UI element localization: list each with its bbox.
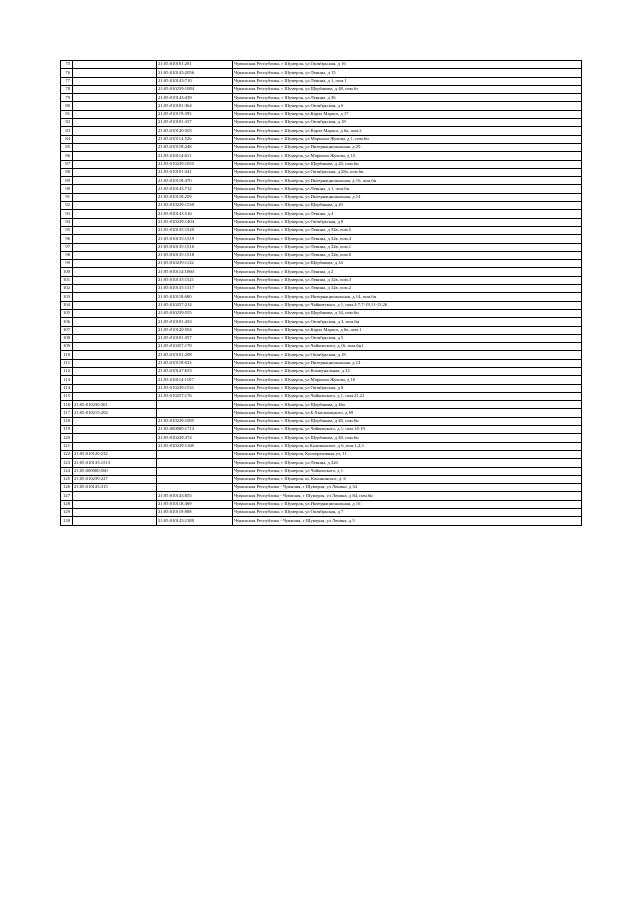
row-number-cell: 106 xyxy=(61,318,73,326)
row-number-cell: 114 xyxy=(61,384,73,392)
old-cadastral-number-cell xyxy=(73,343,157,351)
address-cell: Чувашская Республика, г Шумерля, ул Интернациональная, д 16, пом.6н xyxy=(233,177,582,185)
table-row xyxy=(61,285,582,293)
address-cell: Чувашская Республика, г Шумерля, ул Щербакова, д 20 xyxy=(233,202,582,210)
address-cell: Чувашская Республика, г Шумерля, ул Маршала Жукова, д 16 xyxy=(233,376,582,384)
address-cell: Чувашская Республика, г Шумерля, ул Щербакова, д 48, пом.6н xyxy=(233,434,582,442)
table-row xyxy=(61,442,582,450)
row-number-cell: 78 xyxy=(61,85,73,93)
row-number-cell: 84 xyxy=(61,135,73,143)
table-row xyxy=(61,251,582,259)
cadastral-number-cell: 21:05:010257:176 xyxy=(157,392,233,400)
table-row xyxy=(61,343,582,351)
cadastral-number-cell: 21:05:010135:1518 xyxy=(157,251,233,259)
row-number-cell: 90 xyxy=(61,185,73,193)
address-cell: Чувашская Республика, г Шумерля, ул Октябрьская, д 6 xyxy=(233,102,582,110)
old-cadastral-number-cell xyxy=(73,168,157,176)
table-row xyxy=(61,102,582,110)
cadastral-number-cell: 21:05:010101:341 xyxy=(157,168,233,176)
address-cell: Чувашская Республика, г Шумерля, ул Карла Маркса, д 6а, пом.2 xyxy=(233,127,582,135)
address-cell: Чувашская Республика, г Шумерля, ул Октябрьская, д 8 xyxy=(233,384,582,392)
table-row xyxy=(61,409,582,417)
row-number-cell: 107 xyxy=(61,326,73,334)
cadastral-number-cell: 21:05:010239:1168 xyxy=(157,442,233,450)
old-cadastral-number-cell xyxy=(73,226,157,234)
old-cadastral-number-cell: 21:05:010143:315 xyxy=(73,484,157,492)
table-row xyxy=(61,218,582,226)
row-number-cell: 97 xyxy=(61,243,73,251)
cadastral-number-cell: 21:05:010239:1531 xyxy=(157,384,233,392)
table-row xyxy=(61,351,582,359)
address-cell: Чувашская Республика, г Шумерля, ул Ленина, д 32в, пом.1 xyxy=(233,243,582,251)
table-row xyxy=(61,260,582,268)
cadastral-number-cell: 21:05:010119:808 xyxy=(157,509,233,517)
address-cell: Чувашская Республика, г Шумерля, ул Щербакова, д 46а xyxy=(233,401,582,409)
address-cell: Чувашская Республика, г Шумерля, ул Интернациональная, д 14 xyxy=(233,359,582,367)
row-number-cell: 123 xyxy=(61,459,73,467)
row-number-cell: 125 xyxy=(61,475,73,483)
address-cell: Чувашская Республика, г Шумерля, ул Октябрьская, д 8 xyxy=(233,218,582,226)
row-number-cell: 91 xyxy=(61,193,73,201)
old-cadastral-number-cell xyxy=(73,334,157,342)
old-cadastral-number-cell xyxy=(73,85,157,93)
table-row xyxy=(61,152,582,160)
cadastral-number-cell xyxy=(157,409,233,417)
property-table xyxy=(60,60,582,526)
address-cell: Чувашская Республика, г Шумерля, ул Ленина, д 15 xyxy=(233,69,582,77)
old-cadastral-number-cell xyxy=(73,285,157,293)
table-row xyxy=(61,127,582,135)
old-cadastral-number-cell xyxy=(73,202,157,210)
cadastral-number-cell: 21:05:010257:214 xyxy=(157,301,233,309)
row-number-cell: 87 xyxy=(61,160,73,168)
old-cadastral-number-cell xyxy=(73,260,157,268)
address-cell: Чувашская Республика - Чувашия, г Шумерля, ул Ленина, д 84, пом.6н xyxy=(233,492,582,500)
old-cadastral-number-cell xyxy=(73,94,157,102)
row-number-cell: 127 xyxy=(61,492,73,500)
table-row xyxy=(61,235,582,243)
cadastral-number-cell: 21:05:010143:1380 xyxy=(157,517,233,525)
table-row xyxy=(61,417,582,425)
cadastral-number-cell: 21:05:010143:2056 xyxy=(157,69,233,77)
table-row xyxy=(61,459,582,467)
cadastral-number-cell: 21:05:010135:1521 xyxy=(157,276,233,284)
cadastral-number-cell: 21:05:010118:469 xyxy=(157,500,233,508)
address-cell: Чувашская Республика, г Шумерля, ул Интернациональная, д 16 xyxy=(233,500,582,508)
cadastral-number-cell xyxy=(157,401,233,409)
cadastral-number-cell: 21:05:010114:1060 xyxy=(157,268,233,276)
row-number-cell: 111 xyxy=(61,359,73,367)
cadastral-number-cell: 21:05:010120:504 xyxy=(157,326,233,334)
cadastral-number-cell: 21:05:010135:1519 xyxy=(157,235,233,243)
table-row xyxy=(61,392,582,400)
table-row xyxy=(61,475,582,483)
table-row xyxy=(61,135,582,143)
row-number-cell: 81 xyxy=(61,110,73,118)
table-row xyxy=(61,94,582,102)
table-row xyxy=(61,77,582,85)
cadastral-number-cell: 21:05:010147:653 xyxy=(157,367,233,375)
old-cadastral-number-cell xyxy=(73,417,157,425)
table-row xyxy=(61,517,582,525)
row-number-cell: 124 xyxy=(61,467,73,475)
row-number-cell: 130 xyxy=(61,517,73,525)
table-row xyxy=(61,268,582,276)
table-row xyxy=(61,69,582,77)
table-row xyxy=(61,301,582,309)
address-cell: Чувашская Республика, г Шумерля, Кооперативная ул, 11 xyxy=(233,450,582,458)
table-row xyxy=(61,318,582,326)
address-cell: Чувашская Республика, г Шумерля, ул Маршала Жукова, д 15 xyxy=(233,152,582,160)
old-cadastral-number-cell xyxy=(73,509,157,517)
table-row xyxy=(61,359,582,367)
cadastral-number-cell: 21:05:010239:1530 xyxy=(157,202,233,210)
address-cell: Чувашская Республика, г Шумерля, ул Карла Маркса, д 17 xyxy=(233,110,582,118)
old-cadastral-number-cell xyxy=(73,135,157,143)
cadastral-number-cell: 21:05:010143:855 xyxy=(157,492,233,500)
cadastral-number-cell: 21:05:010135:1516 xyxy=(157,243,233,251)
address-cell: Чувашская Республика, г Шумерля, ул Ленина, д 32в, пом.2 xyxy=(233,285,582,293)
row-number-cell: 121 xyxy=(61,442,73,450)
old-cadastral-number-cell xyxy=(73,384,157,392)
address-cell: Чувашская Республика, г Шумерля, ул Чайковского, д 1, пом.2-7,7-19,11-13,26 xyxy=(233,301,582,309)
row-number-cell: 104 xyxy=(61,301,73,309)
cadastral-number-cell xyxy=(157,459,233,467)
table-row xyxy=(61,160,582,168)
table-row xyxy=(61,293,582,301)
table-row xyxy=(61,202,582,210)
row-number-cell: 108 xyxy=(61,334,73,342)
row-number-cell: 77 xyxy=(61,77,73,85)
row-number-cell: 75 xyxy=(61,61,73,69)
table-row xyxy=(61,276,582,284)
row-number-cell: 118 xyxy=(61,417,73,425)
table-row xyxy=(61,110,582,118)
address-cell: Чувашская Республика, г Шумерля, ул Ленина, д 32в, пом.5 xyxy=(233,226,582,234)
cadastral-number-cell xyxy=(157,475,233,483)
old-cadastral-number-cell xyxy=(73,426,157,434)
old-cadastral-number-cell xyxy=(73,309,157,317)
row-number-cell: 103 xyxy=(61,293,73,301)
old-cadastral-number-cell xyxy=(73,235,157,243)
table-row xyxy=(61,185,582,193)
old-cadastral-number-cell xyxy=(73,160,157,168)
old-cadastral-number-cell xyxy=(73,293,157,301)
old-cadastral-number-cell xyxy=(73,367,157,375)
table-body xyxy=(61,61,582,526)
cadastral-number-cell: 21:05:010114:1107 xyxy=(157,376,233,384)
old-cadastral-number-cell xyxy=(73,517,157,525)
table-row xyxy=(61,210,582,218)
row-number-cell: 101 xyxy=(61,276,73,284)
cadastral-number-cell: 21:05:010118:248 xyxy=(157,143,233,151)
table-row xyxy=(61,509,582,517)
row-number-cell: 98 xyxy=(61,251,73,259)
row-number-cell: 113 xyxy=(61,376,73,384)
old-cadastral-number-cell xyxy=(73,276,157,284)
row-number-cell: 122 xyxy=(61,450,73,458)
row-number-cell: 95 xyxy=(61,226,73,234)
cadastral-number-cell: 21:05:000000:1714 xyxy=(157,426,233,434)
row-number-cell: 94 xyxy=(61,218,73,226)
address-cell: Чувашская Республика, г Шумерля, ул Щербакова, д 48, пом.6т xyxy=(233,85,582,93)
address-cell: Чувашская Республика, г Шумерля, ул Ленина, д 36 xyxy=(233,94,582,102)
table-row xyxy=(61,467,582,475)
address-cell: Чувашская Республика, г Шумерля, ул Ленина, д 1, пом.6н xyxy=(233,185,582,193)
cadastral-number-cell: 21:05:010239:555 xyxy=(157,309,233,317)
table-row xyxy=(61,401,582,409)
old-cadastral-number-cell xyxy=(73,351,157,359)
row-number-cell: 102 xyxy=(61,285,73,293)
address-cell: Чувашская Республика, г Шумерля, ул Ленина, д 32в, пом.3 xyxy=(233,276,582,284)
cadastral-number-cell: 21:05:010118:633 xyxy=(157,359,233,367)
address-cell: Чувашская Республика, г Шумерля, ш. Калининское, д. 6 xyxy=(233,475,582,483)
address-cell: Чувашская Республика, г Шумерля, ул Чайковского, д 1 xyxy=(233,467,582,475)
address-cell: Чувашская Республика - Чувашия, г Шумерля, ул Ленина, д 5 xyxy=(233,517,582,525)
table-row xyxy=(61,426,582,434)
table-row xyxy=(61,168,582,176)
table-row xyxy=(61,384,582,392)
table-row xyxy=(61,334,582,342)
address-cell: Чувашская Республика, г Шумерля, ул Интернациональная, д 14 xyxy=(233,193,582,201)
address-cell: Чувашская Республика, г Шумерля, ул Ленина, д 32в, пом.6 xyxy=(233,251,582,259)
address-cell: Чувашская Республика, г Шумерля, ул Октябрьская, д 5 xyxy=(233,334,582,342)
address-cell: Чувашская Республика, г Шумерля, ул Маршала Жукова, д 1, пом.6н xyxy=(233,135,582,143)
cadastral-number-cell: 21:05:010239:1084 xyxy=(157,85,233,93)
old-cadastral-number-cell xyxy=(73,326,157,334)
row-number-cell: 128 xyxy=(61,500,73,508)
table-row xyxy=(61,226,582,234)
row-number-cell: 89 xyxy=(61,177,73,185)
row-number-cell: 129 xyxy=(61,509,73,517)
cadastral-number-cell: 21:05:010143:439 xyxy=(157,94,233,102)
address-cell: Чувашская Республика, г Шумерля, ул Карла Маркса, д 6а, пом.1 xyxy=(233,326,582,334)
old-cadastral-number-cell xyxy=(73,152,157,160)
old-cadastral-number-cell xyxy=(73,318,157,326)
table-row xyxy=(61,119,582,127)
address-cell: Чувашская Республика, г Шумерля, ул Октябрьская, д 28а, пом.6н xyxy=(233,168,582,176)
table-row xyxy=(61,143,582,151)
old-cadastral-number-cell xyxy=(73,434,157,442)
address-cell: Чувашская Республика, г Шумерля, ул Щербакова, д 20, пом.6н xyxy=(233,160,582,168)
old-cadastral-number-cell: 21:05:010230:301 xyxy=(73,401,157,409)
row-number-cell: 85 xyxy=(61,143,73,151)
row-number-cell: 126 xyxy=(61,484,73,492)
old-cadastral-number-cell: 21:05:010120:232 xyxy=(73,450,157,458)
old-cadastral-number-cell xyxy=(73,185,157,193)
old-cadastral-number-cell xyxy=(73,442,157,450)
old-cadastral-number-cell xyxy=(73,102,157,110)
table-row xyxy=(61,85,582,93)
old-cadastral-number-cell xyxy=(73,69,157,77)
old-cadastral-number-cell xyxy=(73,251,157,259)
cadastral-number-cell: 21:05:010101:281 xyxy=(157,61,233,69)
old-cadastral-number-cell: 21:05:010135:1513 xyxy=(73,459,157,467)
row-number-cell: 112 xyxy=(61,367,73,375)
table-row xyxy=(61,367,582,375)
old-cadastral-number-cell xyxy=(73,110,157,118)
address-cell: Чувашская Республика, г Шумерля, ул Октябрьская, д 7 xyxy=(233,509,582,517)
address-cell: Чувашская Республика, г Шумерля, ул Октябрьская, д 16 xyxy=(233,61,582,69)
row-number-cell: 76 xyxy=(61,69,73,77)
cadastral-number-cell: 21:05:010239:1404 xyxy=(157,218,233,226)
old-cadastral-number-cell xyxy=(73,376,157,384)
table-row xyxy=(61,376,582,384)
row-number-cell: 82 xyxy=(61,119,73,127)
row-number-cell: 83 xyxy=(61,127,73,135)
table-row xyxy=(61,193,582,201)
row-number-cell: 88 xyxy=(61,168,73,176)
cadastral-number-cell: 21:05:010119:395 xyxy=(157,110,233,118)
row-number-cell: 110 xyxy=(61,351,73,359)
address-cell: Чувашская Республика, г Шумерля, ул Ленина, д 32в, пом.4 xyxy=(233,235,582,243)
row-number-cell: 96 xyxy=(61,235,73,243)
address-cell: Чувашская Республика, г Шумерля, ул Б.Хмельницкого, д 69 xyxy=(233,409,582,417)
old-cadastral-number-cell xyxy=(73,193,157,201)
address-cell: Чувашская Республика, г Шумерля, ул Ленина, д 4 xyxy=(233,210,582,218)
cadastral-number-cell: 21:05:010101:364 xyxy=(157,102,233,110)
address-cell: Чувашская Республика, г Шумерля, ул Интернациональная, д 29 xyxy=(233,143,582,151)
cadastral-number-cell: 21:05:010118:470 xyxy=(157,177,233,185)
row-number-cell: 93 xyxy=(61,210,73,218)
row-number-cell: 100 xyxy=(61,268,73,276)
address-cell: Чувашская Республика, г Шумерля, ул Октябрьская, д 18 xyxy=(233,119,582,127)
cadastral-number-cell: 21:05:010135:1520 xyxy=(157,226,233,234)
old-cadastral-number-cell xyxy=(73,301,157,309)
cadastral-number-cell: 21:05:010239:1085 xyxy=(157,417,233,425)
old-cadastral-number-cell xyxy=(73,127,157,135)
row-number-cell: 115 xyxy=(61,392,73,400)
old-cadastral-number-cell xyxy=(73,119,157,127)
old-cadastral-number-cell xyxy=(73,359,157,367)
cadastral-number-cell: 21:05:010118:259 xyxy=(157,193,233,201)
cadastral-number-cell xyxy=(157,484,233,492)
cadastral-number-cell: 21:05:010239:1122 xyxy=(157,260,233,268)
cadastral-number-cell: 21:05:010114:611 xyxy=(157,152,233,160)
table-row xyxy=(61,61,582,69)
old-cadastral-number-cell: 21:05:000000:560 xyxy=(73,467,157,475)
old-cadastral-number-cell: 21:05:010215:202 xyxy=(73,409,157,417)
row-number-cell: 80 xyxy=(61,102,73,110)
row-number-cell: 116 xyxy=(61,401,73,409)
cadastral-number-cell: 21:05:010239:1055 xyxy=(157,160,233,168)
row-number-cell: 105 xyxy=(61,309,73,317)
address-cell: Чувашская Республика, г Шумерля, ул Ленина, д 1, пом.1 xyxy=(233,77,582,85)
cadastral-number-cell: 21:05:010101:357 xyxy=(157,334,233,342)
row-number-cell: 117 xyxy=(61,409,73,417)
address-cell: Чувашская Республика, г Шумерля, ул Октябрьская, д 3, пом.6н xyxy=(233,318,582,326)
cadastral-number-cell: 21:05:010101:298 xyxy=(157,351,233,359)
address-cell: Чувашская Республика, г Шумерля, ул Щербакова, д 48, пом.6н xyxy=(233,417,582,425)
old-cadastral-number-cell xyxy=(73,243,157,251)
old-cadastral-number-cell xyxy=(73,392,157,400)
row-number-cell: 109 xyxy=(61,343,73,351)
address-cell: Чувашская Республика, г Шумерля, ул Ленина, д 2 xyxy=(233,268,582,276)
old-cadastral-number-cell xyxy=(73,218,157,226)
old-cadastral-number-cell xyxy=(73,143,157,151)
table-row xyxy=(61,434,582,442)
cadastral-number-cell xyxy=(157,467,233,475)
cadastral-number-cell: 21:05:010114:526 xyxy=(157,135,233,143)
table-row xyxy=(61,326,582,334)
cadastral-number-cell: 21:05:010143:516 xyxy=(157,210,233,218)
cadastral-number-cell: 21:05:010101:433 xyxy=(157,318,233,326)
cadastral-number-cell: 21:05:010143:712 xyxy=(157,185,233,193)
table-row xyxy=(61,177,582,185)
cadastral-number-cell xyxy=(157,450,233,458)
table-row xyxy=(61,450,582,458)
old-cadastral-number-cell xyxy=(73,500,157,508)
table-row xyxy=(61,492,582,500)
old-cadastral-number-cell xyxy=(73,268,157,276)
address-cell: Чувашская Республика, г Шумерля, ул Ленина, д 32б xyxy=(233,459,582,467)
old-cadastral-number-cell: 21:05:010239:227 xyxy=(73,475,157,483)
old-cadastral-number-cell xyxy=(73,210,157,218)
address-cell: Чувашская Республика, г Шумерля, ш Калининское, д 6, пом.1,2,3 xyxy=(233,442,582,450)
cadastral-number-cell: 21:05:010239:374 xyxy=(157,434,233,442)
address-cell: Чувашская Республика, г Шумерля, ул Коммунальная, д 23 xyxy=(233,367,582,375)
cadastral-number-cell: 21:05:010120:503 xyxy=(157,127,233,135)
table-row xyxy=(61,309,582,317)
cadastral-number-cell: 21:05:010257:170 xyxy=(157,343,233,351)
cadastral-number-cell: 21:05:010118:680 xyxy=(157,293,233,301)
table-row xyxy=(61,484,582,492)
address-cell: Чувашская Республика, г Шумерля, ул Чайковского, д 16, пом.6н1 xyxy=(233,343,582,351)
row-number-cell: 119 xyxy=(61,426,73,434)
old-cadastral-number-cell xyxy=(73,61,157,69)
old-cadastral-number-cell xyxy=(73,77,157,85)
cadastral-number-cell: 21:05:010101:337 xyxy=(157,119,233,127)
address-cell: Чувашская Республика, г Шумерля, ул Чайковского, д 1, пом.14-19 xyxy=(233,426,582,434)
table-row xyxy=(61,243,582,251)
old-cadastral-number-cell xyxy=(73,177,157,185)
address-cell: Чувашская Республика, г Шумерля, ул Щербакова, д 34 xyxy=(233,260,582,268)
row-number-cell: 92 xyxy=(61,202,73,210)
cadastral-number-cell: 21:05:010135:1517 xyxy=(157,285,233,293)
table-row xyxy=(61,500,582,508)
address-cell: Чувашская Республика - Чувашия, г Шумерля, ул Ленина, д 34 xyxy=(233,484,582,492)
address-cell: Чувашская Республика, г Шумерля, ул Чайковского, д 1, пом.21,22 xyxy=(233,392,582,400)
address-cell: Чувашская Республика, г Шумерля, ул Интернациональная, д 14, пом.6н xyxy=(233,293,582,301)
row-number-cell: 99 xyxy=(61,260,73,268)
row-number-cell: 86 xyxy=(61,152,73,160)
address-cell: Чувашская Республика, г Шумерля, ул Октябрьская, д 18 xyxy=(233,351,582,359)
address-cell: Чувашская Республика, г Шумерля, ул Щербакова, д 34, пом.6н xyxy=(233,309,582,317)
cadastral-number-cell: 21:05:010143:710 xyxy=(157,77,233,85)
row-number-cell: 79 xyxy=(61,94,73,102)
old-cadastral-number-cell xyxy=(73,492,157,500)
document-page xyxy=(60,60,582,526)
row-number-cell: 120 xyxy=(61,434,73,442)
